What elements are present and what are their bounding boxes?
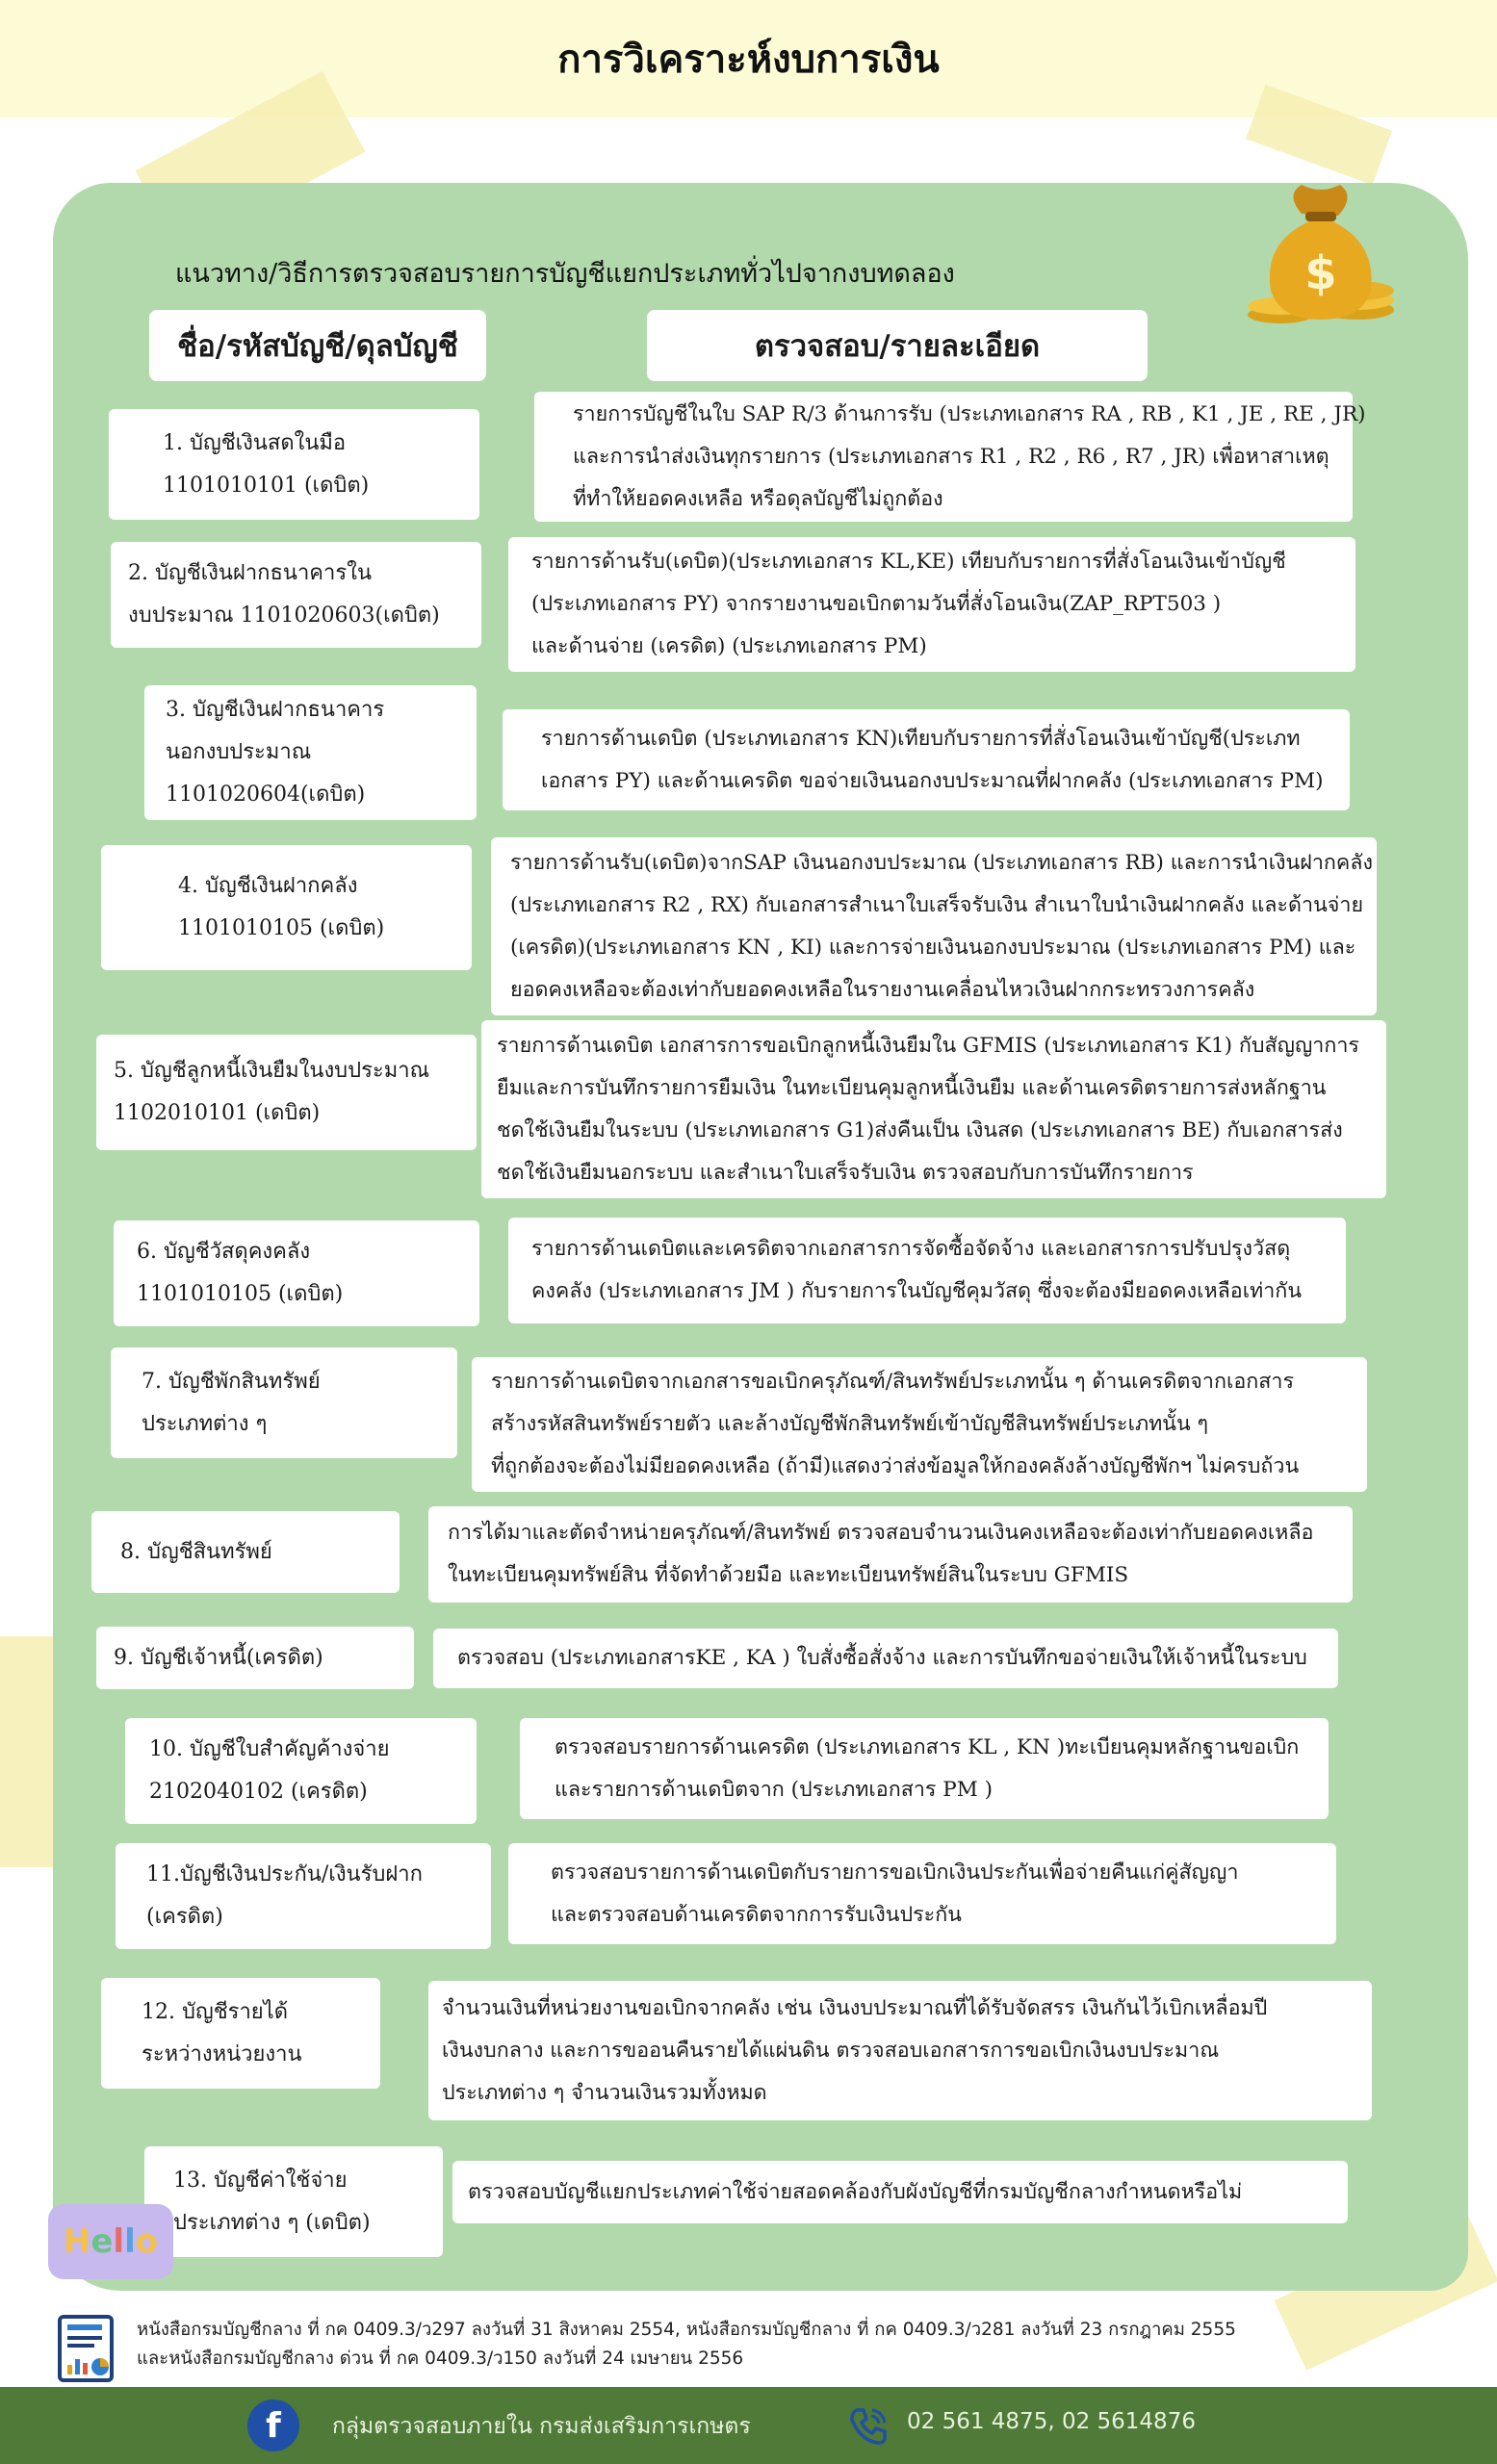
row-8-detail: การได้มาและตัดจำหน่ายครุภัณฑ์/สินทรัพย์ ตรวจสอบจำนวนเงินคงเหลือจะต้องเท่ากับยอดคงเหลือ ในทะเบียนคุมทรัพย์สิน ที่จัดทำด้วยมือ และทะเบียนทรัพย์สินในระบบ GFMIS [428,1506,1353,1603]
row-1-detail: รายการบัญชีในใบ SAP R/3 ด้านการรับ (ประเภทเอกสาร RA , RB , K1 , JE , RE , JR) และการนำส่งเงินทุกรายการ (ประเภทเอกสาร R1 , R2 , R6 , R7 , JR) เพื่อหาสาเหตุ ที่ทำให้ยอดคงเหลือ หรือดุลบัญชีไม่ถูกต้อง [534,392,1353,522]
phone-icon [847,2404,890,2447]
references: หนังสือกรมบัญชีกลาง ที่ กค 0409.3/ว297 ลงวันที่ 31 สิงหาคม 2554, หนังสือกรมบัญชีกลาง ที่ กค 0409.3/ว281 ลงวันที่ 23 กรกฎาคม 2555 และหนังสือกรมบัญชีกลาง ด่วน ที่ กค 0409.3/ว150 ลงวันที่ 24 เมษายน 2556 [137,2320,1236,2369]
row-11-account: 11.บัญชีเงินประกัน/เงินรับฝาก (เครดิต) [116,1843,491,1949]
row-9-detail: ตรวจสอบ (ประเภทเอกสารKE , KA ) ใบสั่งซื้อสั่งจ้าง และการบันทึกขอจ่ายเงินให้เจ้าหนี้ในระบบ [433,1629,1338,1688]
row-4-detail: รายการด้านรับ(เดบิต)จากSAP เงินนอกงบประมาณ (ประเภทเอกสาร RB) และการนำเงินฝากคลัง (ประเภทเอกสาร R2 , RX) กับเอกสารสำเนาใบเสร็จรับเงิน สำเนาใบนำเงินฝากคลัง และด้านจ่าย (เครดิต)(ประเภทเอกสาร KN , KI) และการจ่ายเงินนอกงบประมาณ (ประเภทเอกสาร PM) และ ยอดคงเหลือจะต้องเท่ากับยอดคงเหลือในรายงานเคลื่อนไหวเงินฝากกระทรวงการคลัง [491,837,1377,1015]
document-chart-icon [56,2315,117,2384]
row-5-account: 5. บัญชีลูกหนี้เงินยืมในงบประมาณ 1102010101 (เดบิต) [96,1035,477,1150]
row-2-detail: รายการด้านรับ(เดบิต)(ประเภทเอกสาร KL,KE) เทียบกับรายการที่สั่งโอนเงินเข้าบัญชี (ประเภทเอกสาร PY) จากรายงานขอเบิกตามวันที่สั่งโอนเงิน(ZAP_RPT503 ) และด้านจ่าย (เครดิต) (ประเภทเอกสาร PM) [508,537,1355,672]
row-8-account: 8. บัญชีสินทรัพย์ [91,1511,400,1593]
row-3-detail: รายการด้านเดบิต (ประเภทเอกสาร KN)เทียบกับรายการที่สั่งโอนเงินเข้าบัญชี(ประเภท เอกสาร PY) และด้านเครดิต ขอจ่ายเงินนอกงบประมาณที่ฝากคลัง (ประเภทเอกสาร PM) [503,709,1350,810]
decor-yellow-left [0,1636,58,1867]
facebook-page-link[interactable]: กลุ่มตรวจสอบภายใน กรมส่งเสริมการเกษตร [332,2414,751,2439]
column-header-account: ชื่อ/รหัสบัญชี/ดุลบัญชี [149,310,486,381]
row-13-detail: ตรวจสอบบัญชีแยกประเภทค่าใช้จ่ายสอดคล้องกับผังบัญชีที่กรมบัญชีกลางกำหนดหรือไม่ [452,2161,1348,2223]
row-7-detail: รายการด้านเดบิตจากเอกสารขอเบิกครุภัณฑ์/สินทรัพย์ประเภทนั้น ๆ ด้านเครดิตจากเอกสาร สร้างรหัสสินทรัพย์รายตัว และล้างบัญชีพักสินทรัพย์เข้าบัญชีสินทรัพย์ประเภทนั้น ๆ ที่ถูกต้องจะต้องไม่มียอดคงเหลือ (ถ้ามี)แสดงว่าส่งข้อมูลให้กองคลังล้างบัญชีพักฯ ไม่ครบถ้วน [472,1357,1367,1492]
phone-number: 02 561 4875, 02 5614876 [907,2409,1196,2434]
page-title: การวิเคราะห์งบการเงิน [557,38,940,82]
row-9-account: 9. บัญชีเจ้าหนี้(เครดิต) [96,1627,414,1689]
row-11-detail: ตรวจสอบรายการด้านเดบิตกับรายการขอเบิกเงินประกันเพื่อจ่ายคืนแก่คู่สัญญา และตรวจสอบด้านเครดิตจากการรับเงินประกัน [508,1843,1336,1944]
row-1-account: 1. บัญชีเงินสดในมือ 1101010101 (เดบิต) [109,409,479,520]
row-12-account: 12. บัญชีรายได้ ระหว่างหน่วยงาน [101,1978,380,2089]
section-subtitle: แนวทาง/วิธีการตรวจสอบรายการบัญชีแยกประเภททั่วไปจากงบทดลอง [175,259,955,289]
row-6-detail: รายการด้านเดบิตและเครดิตจากเอกสารการจัดซื้อจัดจ้าง และเอกสารการปรับปรุงวัสดุ คงคลัง (ประเภทเอกสาร JM ) กับรายการในบัญชีคุมวัสดุ ซึ่งจะต้องมียอดคงเหลือเท่ากัน [508,1218,1346,1323]
row-3-account: 3. บัญชีเงินฝากธนาคาร นอกงบประมาณ 1101020604(เดบิต) [144,685,477,820]
row-5-detail: รายการด้านเดบิต เอกสารการขอเบิกลูกหนี้เงินยืมใน GFMIS (ประเภทเอกสาร K1) กับสัญญาการ ยืมและการบันทึกรายการยืมเงิน ในทะเบียนคุมลูกหนี้เงินยืม และด้านเครดิตรายการส่งหลักฐาน ชดใช้เงินยืมในระบบ (ประเภทเอกสาร G1)ส่งคืนเป็น เงินสด (ประเภทเอกสาร BE) กับเอกสารส่ง ชดใช้เงินยืมนอกระบบ และสำเนาใบเสร็จรับเงิน ตรวจสอบกับการบันทึกรายการ [481,1020,1386,1198]
row-13-account: 13. บัญชีค่าใช้จ่าย ประเภทต่าง ๆ (เดบิต) [144,2146,443,2257]
row-2-account: 2. บัญชีเงินฝากธนาคารใน งบประมาณ 1101020603(เดบิต) [111,542,481,648]
row-12-detail: จำนวนเงินที่หน่วยงานขอเบิกจากคลัง เช่น เงินงบประมาณที่ได้รับจัดสรร เงินกันไว้เบิกเหลื่อมปี เงินงบกลาง และการขออนคืนรายได้แผ่นดิน ตรวจสอบเอกสารการขอเบิกเงินงบประมาณ ประเภทต่าง ๆ จำนวนเงินรวมทั้งหมด [428,1981,1372,2120]
row-10-account: 10. บัญชีใบสำคัญค้างจ่าย 2102040102 (เครดิต) [125,1718,477,1824]
svg-text:$: $ [1304,246,1337,300]
row-6-account: 6. บัญชีวัสดุคงคลัง 1101010105 (เดบิต) [114,1220,479,1326]
column-header-detail: ตรวจสอบ/รายละเอียด [647,310,1148,381]
hello-sticker-icon: H e l l o [48,2204,173,2279]
row-7-account: 7. บัญชีพักสินทรัพย์ ประเภทต่าง ๆ [111,1348,457,1458]
row-10-detail: ตรวจสอบรายการด้านเครดิต (ประเภทเอกสาร KL , KN )ทะเบียนคุมหลักฐานขอเบิก และรายการด้านเดบิตจาก (ประเภทเอกสาร PM ) [520,1718,1329,1819]
facebook-icon[interactable]: f [247,2400,299,2451]
row-4-account: 4. บัญชีเงินฝากคลัง 1101010105 (เดบิต) [101,845,472,970]
money-bag-icon [1242,175,1401,329]
